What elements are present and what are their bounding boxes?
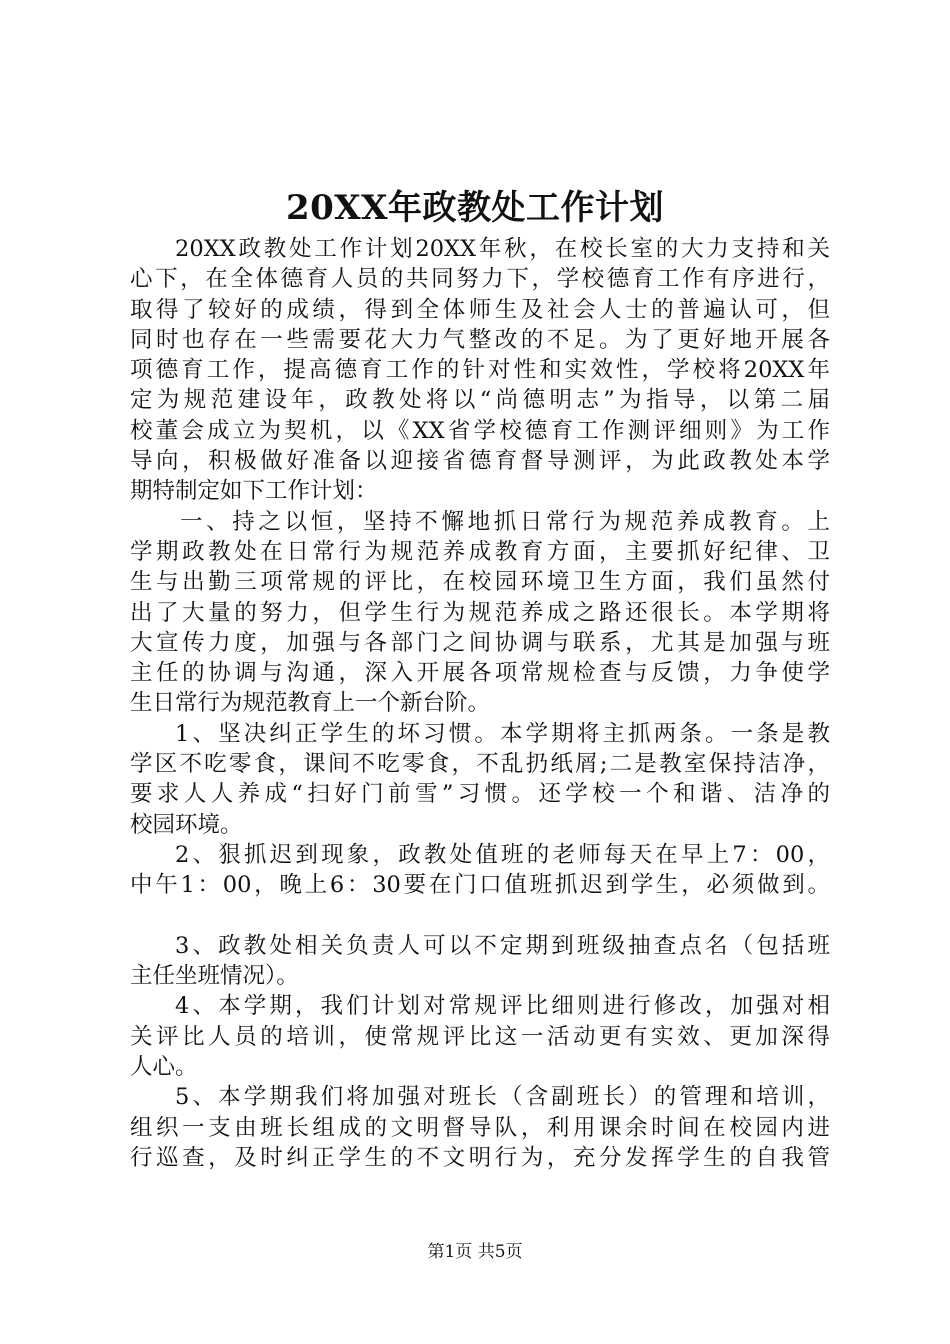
- list-item-line: 5、本学期我们将加强对班长（含副班长）的管理和培训，: [175, 1084, 830, 1111]
- body-line: 学区不吃零食，课间不吃零食，不乱扔纸屑;二是教室保持洁净，: [130, 751, 830, 778]
- body-line: 生日常行为规范教育上一个新台阶。: [130, 690, 491, 717]
- list-item-line: 1、坚决纠正学生的坏习惯。本学期将主抓两条。一条是教: [175, 720, 830, 747]
- body-line: 校董会成立为契机，以《XX省学校德育工作测评细则》为工作: [130, 417, 830, 444]
- body-line: 项德育工作，提高德育工作的针对性和实效性，学校将20XX年: [130, 357, 830, 384]
- list-item-line: 2、狠抓迟到现象，政教处值班的老师每天在早上7：00，: [175, 841, 830, 868]
- body-line: 期特制定如下工作计划：: [130, 478, 378, 505]
- list-item-line: 4、本学期，我们计划对常规评比细则进行修改，加强对相: [175, 993, 830, 1020]
- body-line: 中午1：00，晚上6：30要在门口值班抓迟到学生，必须做到。: [130, 872, 830, 899]
- body-line: 校园环境。: [130, 811, 243, 838]
- paragraph-spacer: [130, 901, 830, 931]
- body-line: 关评比人员的培训，使常规评比这一活动更有实效、更加深得: [130, 1023, 830, 1050]
- body-line: 大宣传力度，加强与各部门之间协调与联系，尤其是加强与班: [130, 629, 830, 656]
- body-line: 生与出勤三项常规的评比，在校园环境卫生方面，我们虽然付: [130, 569, 830, 596]
- body-line: 主任的协调与沟通，深入开展各项常规检查与反馈，力争使学: [130, 660, 830, 687]
- page-footer: 第1页 共5页: [427, 1242, 523, 1262]
- body-line: 导向，积极做好准备以迎接省德育督导测评，为此政教处本学: [130, 448, 830, 475]
- body-line: 主任坐班情况）。: [130, 963, 299, 990]
- body-line: 定为规范建设年，政教处将以“尚德明志”为指导，以第二届: [130, 387, 830, 414]
- body-line: 学期政教处在日常行为规范养成教育方面，主要抓好纪律、卫: [130, 538, 830, 565]
- body-line: 人心。: [130, 1054, 198, 1081]
- document-body: [130, 234, 830, 1173]
- document-title: 20XX年政教处工作计划: [285, 188, 665, 228]
- body-line: 心下，在全体德育人员的共同努力下，学校德育工作有序进行，: [130, 266, 830, 293]
- body-line: 行巡查，及时纠正学生的不文明行为，充分发挥学生的自我管: [130, 1144, 830, 1171]
- body-line: 20XX政教处工作计划20XX年秋，在校长室的大力支持和关: [175, 236, 830, 262]
- section-heading: 一、持之以恒，坚持不懈地抓日常行为规范养成教育。上: [180, 508, 830, 535]
- body-line: 出了大量的努力，但学生行为规范养成之路还很长。本学期将: [130, 599, 830, 626]
- list-item-line: 3、政教处相关负责人可以不定期到班级抽查点名（包括班: [175, 932, 830, 959]
- body-line: 组织一支由班长组成的文明督导队，利用课余时间在校园内进: [130, 1114, 830, 1141]
- body-line: 要求人人养成“扫好门前雪”习惯。还学校一个和谐、洁净的: [130, 781, 830, 808]
- body-line: 同时也存在一些需要花大力气整改的不足。为了更好地开展各: [130, 326, 830, 353]
- body-line: 取得了较好的成绩，得到全体师生及社会人士的普遍认可，但: [130, 296, 830, 323]
